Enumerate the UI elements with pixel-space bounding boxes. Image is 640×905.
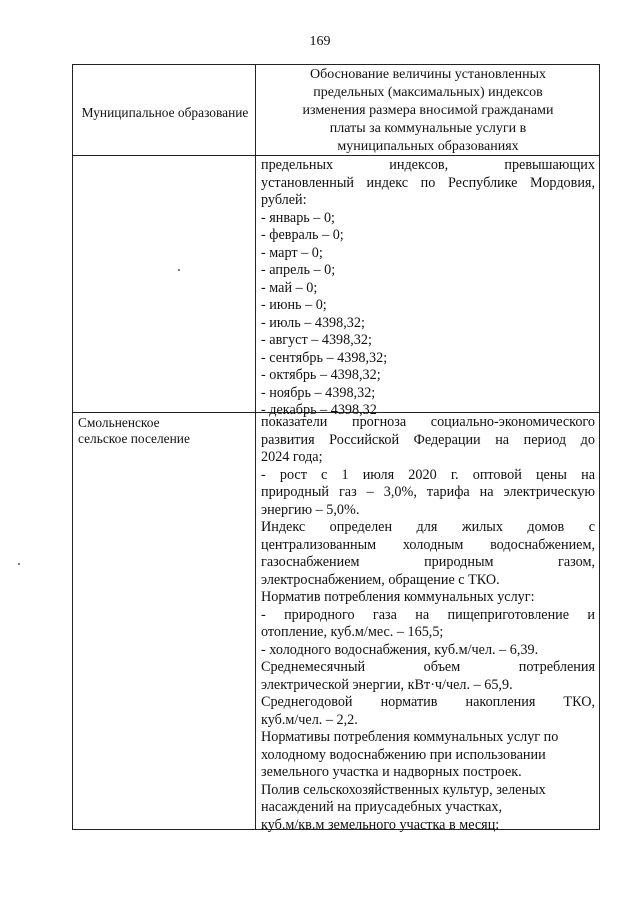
justification-cell: [256, 413, 599, 833]
table-header-row: [73, 65, 599, 155]
text-line: - рост с 1 июля 2020 г. оптовой цены на: [261, 466, 595, 483]
text-line: земельного участка и надворных построек.: [261, 764, 522, 780]
header-line: муниципальных образованиях: [337, 139, 519, 154]
text-line: газоснабжением природным газом,: [261, 554, 595, 570]
scan-speck: [178, 269, 180, 271]
text-line: рублей:: [261, 192, 307, 208]
text-line: предельных индексов, превышающих: [261, 157, 595, 173]
month-item: - январь – 0;: [261, 209, 335, 226]
text-line: куб.м/кв.м земельного участка в месяц:: [261, 816, 500, 833]
month-item: - июль – 4398,32;: [261, 314, 365, 331]
header-line: изменения размера вносимой гражданами: [302, 103, 554, 118]
text-line: природный газ – 3,0%, тарифа на электрическую: [261, 484, 595, 500]
month-item: - сентябрь – 4398,32;: [261, 349, 388, 366]
text-line: электроснабжением, обращение с ТКО.: [261, 571, 500, 588]
justification-table: [72, 64, 600, 833]
justification-cell: [256, 156, 599, 418]
month-item: - апрель – 0;: [261, 262, 336, 278]
header-line: предельных (максимальных) индексов: [313, 85, 543, 100]
page-number: 169: [309, 34, 331, 49]
municipality-cell: [73, 413, 256, 829]
month-item: - март – 0;: [261, 244, 323, 261]
text-line: Среднегодовой норматив накопления ТКО,: [261, 694, 595, 710]
month-item: - май – 0;: [261, 279, 318, 296]
text-line: Среднемесячный объем потребления: [261, 659, 595, 675]
text-line: развития Российской Федерации на период до: [261, 431, 595, 448]
month-item: - декабрь – 4398,32: [261, 402, 377, 418]
header-municipality: Муниципальное образование: [73, 65, 256, 155]
text-line: - холодного водоснабжения, куб.м/чел. – 6,39.: [261, 641, 539, 658]
text-line: Индекс определен для жилых домов с: [261, 519, 595, 535]
month-item: - август – 4398,32;: [261, 332, 372, 348]
text-line: куб.м/чел. – 2,2.: [261, 711, 358, 728]
text-line: холодному водоснабжению при использовании: [261, 746, 546, 763]
text-line: показатели прогноза социально-экономического: [261, 414, 595, 430]
month-item: - февраль – 0;: [261, 227, 344, 243]
text-line: 2024 года;: [261, 449, 323, 465]
scan-speck: [18, 563, 20, 565]
text-line: установленный индекс по Республике Мордовия,: [261, 174, 595, 191]
header-line: Обоснование величины установленных: [309, 67, 546, 82]
municipality-name-line: сельское поселение: [78, 431, 190, 446]
text-line: - природного газа на пищеприготовление и: [261, 606, 595, 623]
text-line: насаждений на приусадебных участках,: [261, 799, 503, 815]
text-line: Полив сельскохозяйственных культур, зеленых: [261, 781, 546, 798]
text-line: энергию – 5,0%.: [261, 501, 360, 518]
month-item: - октябрь – 4398,32;: [261, 367, 381, 383]
table-row: [73, 412, 599, 833]
text-line: отопление, куб.м/мес. – 165,5;: [261, 624, 444, 640]
text-line: электрической энергии, кВт·ч/чел. – 65,9.: [261, 676, 513, 693]
table-row: [73, 155, 599, 418]
municipality-name-line: Смольненское: [78, 415, 160, 430]
header-justification: [256, 65, 599, 155]
text-line: Нормативы потребления коммунальных услуг по: [261, 729, 559, 745]
month-item: - ноябрь – 4398,32;: [261, 384, 376, 401]
header-line: платы за коммунальные услуги в: [329, 121, 527, 136]
municipality-cell: [73, 156, 256, 412]
text-line: Норматив потребления коммунальных услуг:: [261, 589, 535, 605]
month-item: - июнь – 0;: [261, 297, 327, 313]
text-line: централизованным холодным водоснабжением,: [261, 536, 595, 553]
